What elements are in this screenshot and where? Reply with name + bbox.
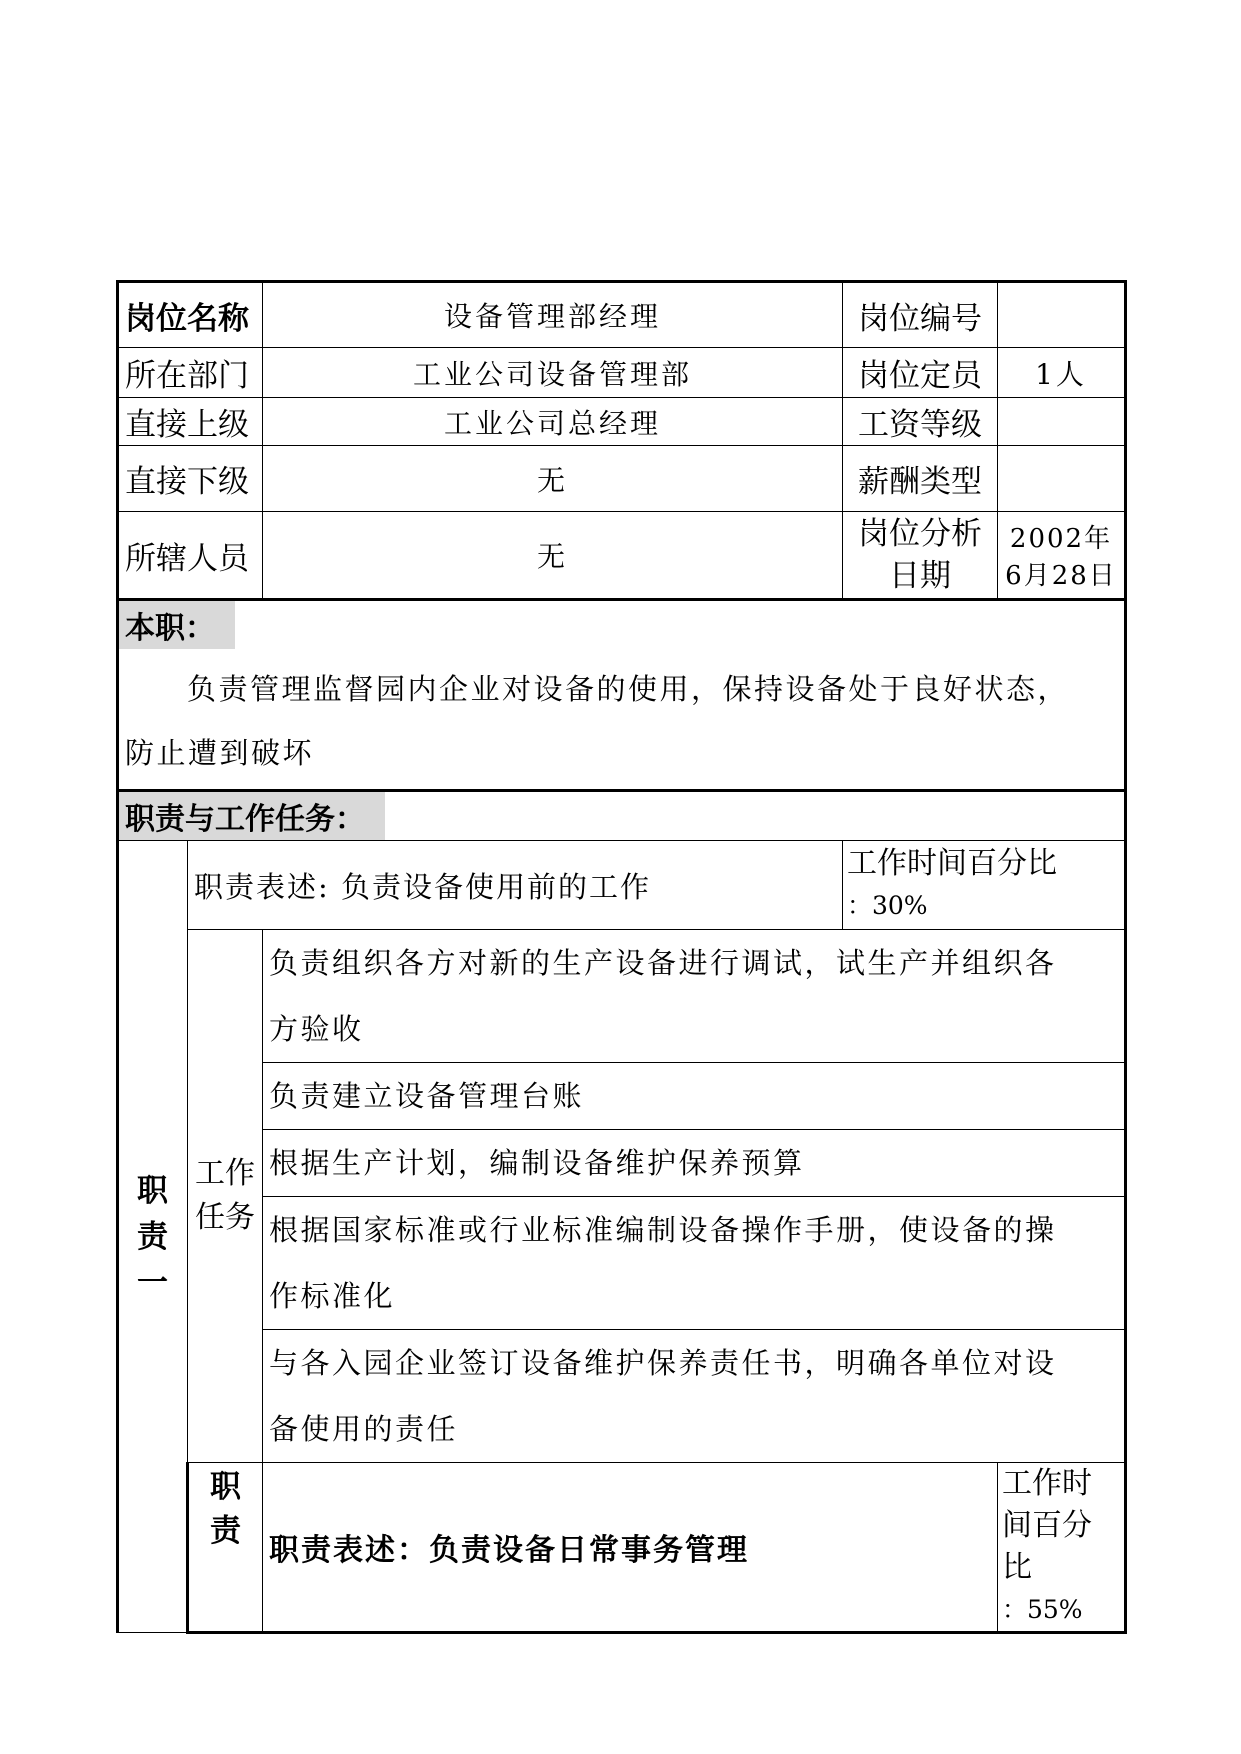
task-4-line-2: 作标准化 <box>269 1279 396 1313</box>
duty1-task-5 <box>263 1330 1126 1463</box>
value-position-name: 设备管理部经理 <box>263 282 843 348</box>
role-section <box>118 600 1126 791</box>
duty1-task-1 <box>263 930 1126 1063</box>
role-cell <box>118 600 1126 791</box>
label-position-name: 岗位名称 <box>118 282 263 348</box>
task-1-line-2: 方验收 <box>269 1012 364 1046</box>
header-row-supervisor <box>118 398 1126 446</box>
duty1-pct-value: ：30% <box>847 891 928 920</box>
value-direct-supervisor: 工业公司总经理 <box>263 398 843 446</box>
label-salary-grade: 工资等级 <box>843 398 998 446</box>
header-row-subordinates <box>118 446 1126 512</box>
role-description <box>119 649 1124 789</box>
value-headcount: 1人 <box>998 348 1126 398</box>
duty1-task-2: 负责建立设备管理台账 <box>263 1063 1126 1130</box>
duty1-label-cell <box>118 841 188 1633</box>
job-description-table <box>116 280 1127 1634</box>
label-direct-supervisor: 直接上级 <box>118 398 263 446</box>
value-direct-subordinates: 无 <box>263 446 843 512</box>
duty1-statement: 职责表述: 负责设备使用前的工作 <box>188 841 843 930</box>
header-row-position-name <box>118 282 1126 348</box>
role-line-1: 负责管理监督园内企业对设备的使用，保持设备处于良好状态， <box>187 672 1070 706</box>
label-position-number: 岗位编号 <box>843 282 998 348</box>
duty1-task-3: 根据生产计划，编制设备维护保养预算 <box>263 1130 1126 1197</box>
task-1-line-1: 负责组织各方对新的生产设备进行调试，试生产并组织各 <box>269 946 1057 980</box>
task-4-line-1: 根据国家标准或行业标准编制设备操作手册，使设备的操 <box>269 1213 1057 1247</box>
duty2-pct-label: 工作时间百分比 <box>1002 1466 1092 1585</box>
duties-heading-row <box>118 791 1126 841</box>
task-5-line-1: 与各入园企业签订设备维护保养责任书，明确各单位对设 <box>269 1346 1057 1380</box>
duty1-tasks-label-cell <box>188 930 263 1463</box>
duty2-statement-row <box>118 1463 1126 1633</box>
value-position-number <box>998 282 1126 348</box>
value-analysis-date: 2002年6月28日 <box>998 512 1126 600</box>
label-direct-subordinates: 直接下级 <box>118 446 263 512</box>
label-analysis-date: 岗位分析日期 <box>843 512 998 600</box>
duties-heading-cell <box>118 791 1126 841</box>
duty1-task-row-2 <box>118 1063 1126 1130</box>
duty1-task-4 <box>263 1197 1126 1330</box>
duty2-time-percent <box>998 1463 1126 1633</box>
duty1-task-row-4 <box>118 1197 1126 1330</box>
duty1-statement-row <box>118 841 1126 930</box>
task-5-line-2: 备使用的责任 <box>269 1412 459 1446</box>
duty2-statement: 职责表述：负责设备日常事务管理 <box>263 1463 998 1633</box>
duty1-label: 职责一 <box>137 1172 168 1301</box>
duty1-time-percent <box>843 841 1126 930</box>
role-heading: 本职： <box>119 601 235 649</box>
duties-heading: 职责与工作任务： <box>119 792 385 840</box>
duty1-task-row-5 <box>118 1330 1126 1463</box>
value-staff-managed: 无 <box>263 512 843 600</box>
value-salary-grade <box>998 398 1126 446</box>
job-description-document <box>116 280 1124 1634</box>
header-row-staff <box>118 512 1126 600</box>
duty1-tasks-label: 工作任务 <box>195 1156 255 1235</box>
duty2-label-cell <box>188 1463 263 1633</box>
header-row-department <box>118 348 1126 398</box>
label-headcount: 岗位定员 <box>843 348 998 398</box>
duty1-task-row-1 <box>118 930 1126 1063</box>
label-staff-managed: 所辖人员 <box>118 512 263 600</box>
duty2-pct-value: ：55% <box>1002 1595 1083 1624</box>
duty1-pct-label: 工作时间百分比 <box>847 846 1057 881</box>
label-pay-type: 薪酬类型 <box>843 446 998 512</box>
value-pay-type <box>998 446 1126 512</box>
value-department: 工业公司设备管理部 <box>263 348 843 398</box>
duty1-task-row-3 <box>118 1130 1126 1197</box>
role-line-2: 防止遭到破坏 <box>125 736 315 770</box>
label-department: 所在部门 <box>118 348 263 398</box>
duty2-label: 职责 <box>210 1469 241 1549</box>
